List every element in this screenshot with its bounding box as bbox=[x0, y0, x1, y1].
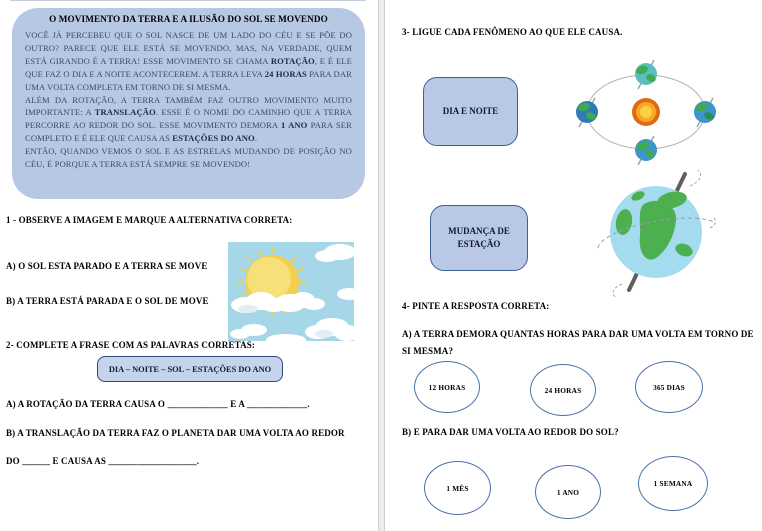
question-2-fill-line-b1: B) A TRANSLAÇÃO DA TERRA FAZ O PLANETA DAR UMA VOLTA AO REDOR bbox=[6, 428, 345, 438]
answer-circle-24-horas[interactable]: 24 HORAS bbox=[530, 364, 596, 416]
question-4a-text: A) A TERRA DEMORA QUANTAS HORAS PARA DAR UMA VOLTA EM TORNO DE SI MESMA? bbox=[402, 329, 754, 356]
question-2-heading: 2- COMPLETE A FRASE COM AS PALAVRAS CORRETAS: bbox=[6, 340, 256, 350]
match-box-mudanca-de-estacao[interactable]: MUDANÇA DE ESTAÇÃO bbox=[430, 205, 528, 271]
intro-text-box bbox=[12, 8, 365, 199]
answer-circle-1-mes[interactable]: 1 MÊS bbox=[424, 461, 491, 515]
question-4b-text: B) E PARA DAR UMA VOLTA AO REDOR DO SOL? bbox=[402, 427, 619, 437]
rotation-arrow-icon bbox=[690, 170, 701, 186]
earth-icon-bottom bbox=[635, 136, 657, 165]
intro-paragraph-3: ENTÃO, QUANDO VEMOS O SOL E AS ESTRELAS MUDANDO DE POSIÇÃO NO CÉU, É PORQUE A TERRA ESTÁ SEMPRE SE MOVENDO! bbox=[25, 146, 352, 170]
question-1-option-b: B) A TERRA ESTÁ PARADA E O SOL DE MOVE bbox=[6, 296, 209, 306]
question-1-heading: 1 - OBSERVE A IMAGEM E MARQUE A ALTERNATIVA CORRETA: bbox=[6, 215, 293, 225]
question-2-fill-line-b2: DO ______ E CAUSA AS ___________________. bbox=[6, 456, 200, 466]
answer-circle-12-horas[interactable]: 12 HORAS bbox=[414, 361, 480, 413]
bold-term-1-ano: 1 ANO bbox=[280, 120, 308, 131]
page-crop-edge bbox=[10, 0, 366, 1]
question-4-heading: 4- PINTE A RESPOSTA CORRETA: bbox=[402, 301, 550, 311]
bold-term-24-horas: 24 HORAS bbox=[264, 68, 307, 79]
question-1-option-a: A) O SOL ESTA PARADO E A TERRA SE MOVE bbox=[6, 261, 208, 271]
sun-and-clouds-illustration bbox=[228, 242, 354, 341]
bold-term-translacao: TRANSLAÇÃO bbox=[94, 107, 156, 118]
worksheet-title: O MOVIMENTO DA TERRA E A ILUSÃO DO SOL SE MOVENDO bbox=[49, 14, 328, 24]
answer-circle-1-semana[interactable]: 1 SEMANA bbox=[638, 456, 708, 511]
rotation-arrow-icon bbox=[613, 284, 622, 298]
earth-icon-left bbox=[576, 98, 598, 127]
intro-paragraph-1: VOCÊ JÁ PERCEBEU QUE O SOL NASCE DE UM LADO DO CÉU E SE PÕE DO OUTRO? PARECE QUE ELE ESTÁ SE MOVENDO, MAS, NA VERDADE, QUEM ESTÁ GIRANDO É A TERRA! ESSE MOVIMENTO SE CHAMA ROTAÇÃO, E É ELE QUE FAZ O DIA E A NOITE ACONTECEREM. A TERRA LEVA 24 HORAS PARA DAR UMA VOLTA COMPLETA EM TORNO DE SI MESMA. bbox=[25, 30, 352, 92]
word-bank-box: DIA – NOITE – SOL – ESTAÇÕES DO ANO bbox=[97, 356, 283, 382]
earth-icon-right bbox=[694, 98, 716, 127]
earth-orbit-around-sun-illustration bbox=[571, 56, 721, 168]
bold-term-estacoes: ESTAÇÕES DO ANO bbox=[172, 133, 255, 144]
earth-rotation-axis-illustration bbox=[592, 166, 722, 298]
page-gap-divider bbox=[378, 0, 385, 531]
bold-term-rotacao: ROTAÇÃO bbox=[270, 55, 315, 66]
answer-circle-365-dias[interactable]: 365 DIAS bbox=[635, 361, 703, 413]
answer-circle-1-ano[interactable]: 1 ANO bbox=[535, 465, 601, 519]
question-2-fill-line-a: A) A ROTAÇÃO DA TERRA CAUSA O _____________ E A _____________. bbox=[6, 399, 310, 409]
question-3-heading: 3- LIGUE CADA FENÔMENO AO QUE ELE CAUSA. bbox=[402, 27, 623, 37]
match-box-dia-e-noite[interactable]: DIA E NOITE bbox=[423, 77, 518, 146]
intro-paragraph-2: ALÉM DA ROTAÇÃO, A TERRA TAMBÉM FAZ OUTRO MOVIMENTO MUITO IMPORTANTE: A TRANSLAÇÃO. ESSE É O NOME DO CAMINHO QUE A TERRA PERCORRE AO REDOR DO SOL. ESSE MOVIMENTO DEMORA 1 ANO PARA SER COMPLETO E É ELE QUE CAUSA AS ESTAÇÕES DO ANO. bbox=[25, 94, 352, 144]
earth-icon-top bbox=[635, 60, 657, 89]
